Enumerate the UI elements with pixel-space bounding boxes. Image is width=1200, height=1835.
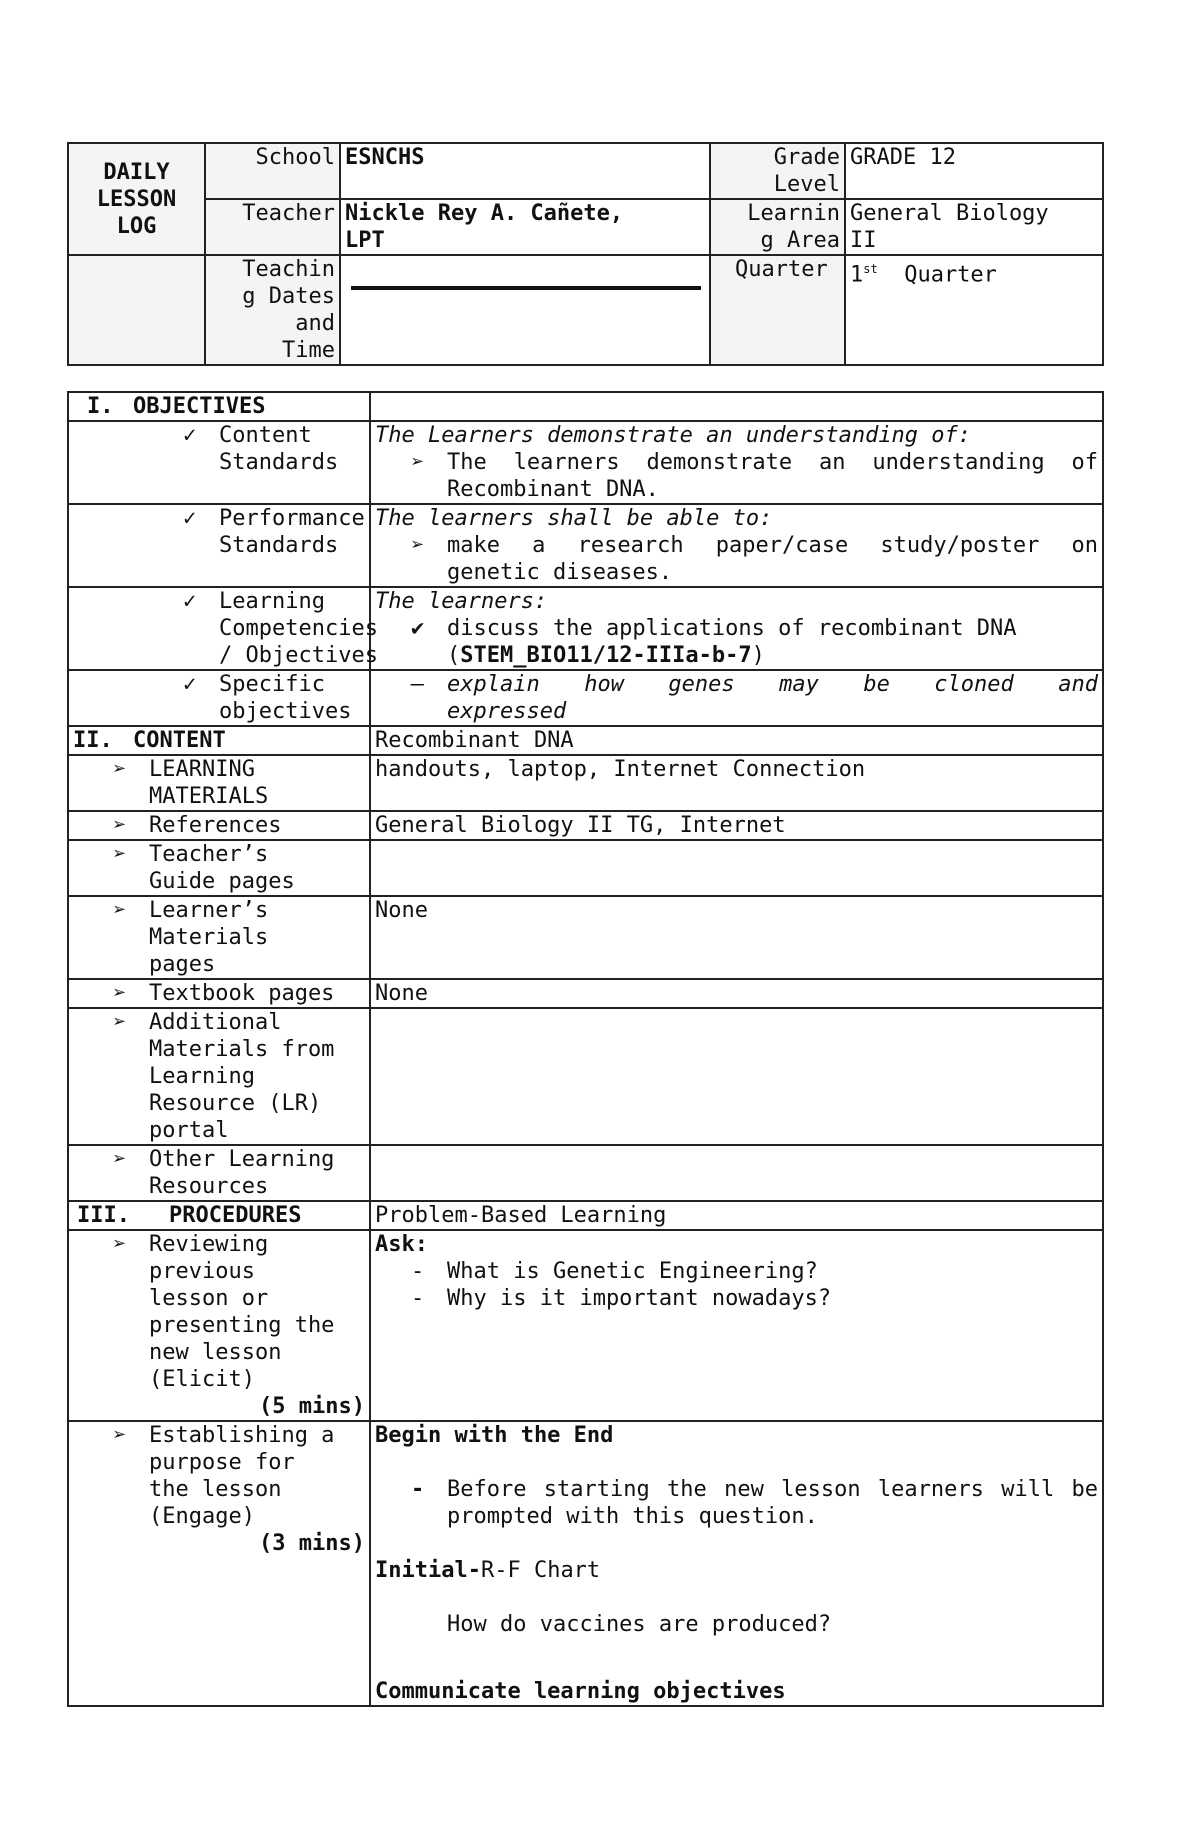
- heavy-check-icon: ✔: [411, 616, 425, 641]
- quarter-value: 1st Quarter: [845, 255, 1103, 365]
- arrow-bullet-icon: ➢: [411, 450, 425, 475]
- content-standards-row: ✓ Content Standards The Learners demonstrate an understanding of: ➢ The learners demonstrate an understanding of Recombinant DNA.: [68, 421, 1103, 504]
- arrow-bullet-icon: ➢: [113, 842, 127, 867]
- school-label: School: [205, 143, 340, 199]
- grade-value: GRADE 12: [845, 143, 1103, 199]
- dates-value: [340, 255, 710, 365]
- dash-bullet-icon: –: [411, 672, 425, 697]
- arrow-bullet-icon: ➢: [113, 813, 127, 838]
- objectives-section: I. OBJECTIVES: [68, 392, 1103, 421]
- grade-label: Grade Level: [710, 143, 845, 199]
- content-section: II. CONTENT Recombinant DNA: [68, 726, 1103, 755]
- arrow-bullet-icon: ➢: [113, 1010, 127, 1035]
- header-table: [67, 142, 1104, 366]
- procedures-section: III. PROCEDURES Problem-Based Learning: [68, 1201, 1103, 1230]
- teachers-guide-row: ➢ Teacher’s Guide pages: [68, 840, 1103, 896]
- arrow-bullet-icon: ➢: [411, 533, 425, 558]
- purpose-row: ➢ Establishing a purpose for the lesson (Engage) (3 mins) Begin with the End - Before starting the new lesson learners will be prompted with this question. Initial-R-F Chart How do vaccines are produced? Communicate learning objectives: [68, 1421, 1103, 1706]
- arrow-bullet-icon: ➢: [113, 898, 127, 923]
- arrow-bullet-icon: ➢: [113, 1423, 127, 1448]
- procedures-value: Problem-Based Learning: [370, 1201, 1103, 1230]
- dash-bullet-icon: -: [411, 1477, 425, 1502]
- learning-materials-row: ➢ LEARNING MATERIALS handouts, laptop, Internet Connection: [68, 755, 1103, 811]
- check-icon: ✓: [183, 672, 197, 697]
- arrow-bullet-icon: ➢: [113, 1232, 127, 1257]
- learners-materials-row: ➢ Learner’s Materials pages None: [68, 896, 1103, 979]
- area-label: Learnin g Area: [710, 199, 845, 255]
- other-resources-row: ➢ Other Learning Resources: [68, 1145, 1103, 1201]
- school-value: ESNCHS: [340, 143, 710, 199]
- quarter-label: Quarter: [710, 255, 845, 365]
- teacher-label: Teacher: [205, 199, 340, 255]
- date-line: [351, 286, 701, 290]
- check-icon: ✓: [183, 589, 197, 614]
- textbook-pages-row: ➢ Textbook pages None: [68, 979, 1103, 1008]
- lesson-table: [67, 391, 1104, 1707]
- teacher-value: Nickle Rey A. Cañete, LPT: [340, 199, 710, 255]
- dash-bullet-icon: -: [411, 1286, 425, 1311]
- check-icon: ✓: [183, 506, 197, 531]
- references-row: ➢ References General Biology II TG, Internet: [68, 811, 1103, 840]
- area-value: General Biology II: [845, 199, 1103, 255]
- reviewing-row: ➢ Reviewing previous lesson or presenting the new lesson (Elicit) (5 mins) Ask: - What is Genetic Engineering? - Why is it important nowadays?: [68, 1230, 1103, 1421]
- arrow-bullet-icon: ➢: [113, 1147, 127, 1172]
- competencies-row: ✓ Learning Competencies / Objectives The learners: ✔ discuss the applications of recombinant DNA (STEM_BIO11/12-IIIa-b-7): [68, 587, 1103, 670]
- check-icon: ✓: [183, 423, 197, 448]
- performance-standards-row: ✓ Performance Standards The learners shall be able to: ➢ make a research paper/case study/poster on genetic diseases.: [68, 504, 1103, 587]
- dash-bullet-icon: -: [411, 1259, 425, 1284]
- dll-title: DAILY LESSON LOG: [68, 143, 205, 255]
- dates-label: Teachin g Dates and Time: [205, 255, 340, 365]
- specific-objectives-row: ✓ Specific objectives – explain how genes may be cloned and expressed: [68, 670, 1103, 726]
- dll-title-blank: [68, 255, 205, 365]
- content-value: Recombinant DNA: [370, 726, 1103, 755]
- arrow-bullet-icon: ➢: [113, 981, 127, 1006]
- arrow-bullet-icon: ➢: [113, 757, 127, 782]
- additional-materials-row: ➢ Additional Materials from Learning Resource (LR) portal: [68, 1008, 1103, 1145]
